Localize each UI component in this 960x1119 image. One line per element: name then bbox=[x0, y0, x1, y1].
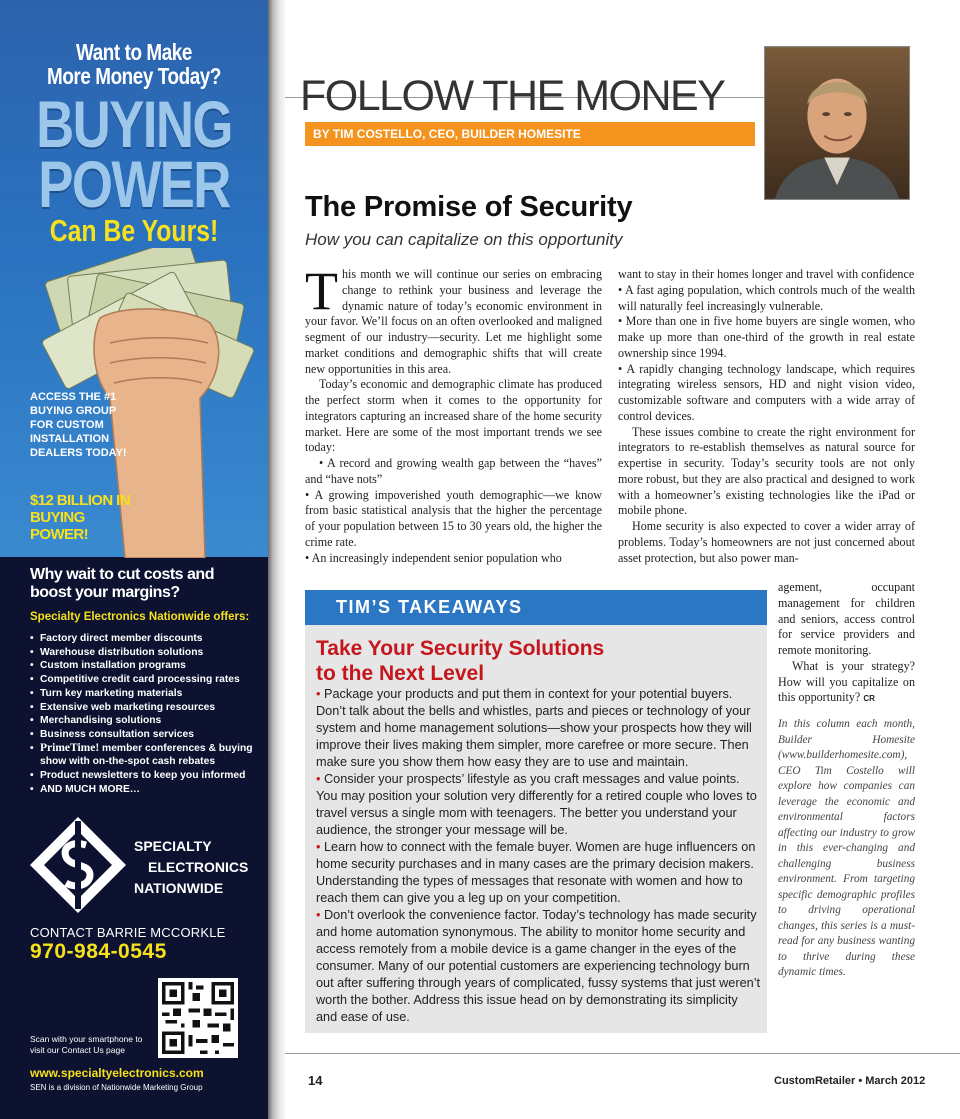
takeaway-text: Learn how to connect with the female buyer. Women are huge influencers on home security purchases and in many cases are the primary decision makers. Understanding the types of messages that resonate with women and how to reach them can give you a leg up on your competition. bbox=[316, 840, 756, 905]
ad-contact-name: CONTACT BARRIE MCCORKLE bbox=[30, 925, 226, 940]
paragraph: want to stay in their homes longer and travel with confidence bbox=[618, 267, 915, 281]
takeaways-title-line-2: to the Next Level bbox=[316, 662, 485, 685]
ad-website-link[interactable]: www.specialtyelectronics.com bbox=[30, 1066, 204, 1080]
bullet-item: • A rapidly changing technology landscape, which requires integrating wireless sensors, HD and night vision video, customizable software and computers with a wide array of control devices. bbox=[618, 361, 915, 423]
list-item bbox=[316, 907, 761, 1026]
end-mark: CR bbox=[863, 694, 875, 704]
article-column-2 bbox=[618, 267, 915, 566]
page-number: 14 bbox=[308, 1073, 323, 1088]
bullet-item: • A growing impoverished youth demographic—we know from basic statistical analysis that the higher the percentage of your population between 15 to 30 years old, the higher the crime rate. bbox=[305, 487, 602, 549]
bullet-item: • A record and growing wealth gap between the “haves” and “have nots” bbox=[305, 456, 602, 486]
takeaway-text: Don’t overlook the convenience factor. Today’s technology has made security and home automation synonymous. The ability to monitor home security and access remotely from a mobile device is a game changer in the eyes of the consumer. Many of our potential customers are experiencing technology burn out after suffering through years of complicated, fussy systems that just weren’t worth the bother. Address this issue head on by demonstrating its simplicity and ease of use. bbox=[316, 908, 761, 1024]
list-item: • Merchandising solutions bbox=[30, 714, 260, 728]
list-item: • Business consultation services bbox=[30, 728, 260, 742]
ad-phone-number: 970-984-0545 bbox=[30, 940, 167, 963]
drop-cap: T bbox=[305, 261, 338, 321]
list-item bbox=[316, 839, 761, 907]
qr-code-icon[interactable] bbox=[158, 978, 238, 1058]
logo-line-3: NATIONWIDE bbox=[134, 880, 224, 896]
ad-want-headline bbox=[24, 40, 244, 88]
takeaways-title bbox=[316, 636, 756, 686]
article-headline: The Promise of Security bbox=[305, 191, 633, 223]
bullet-icon: • bbox=[316, 908, 321, 922]
ad-logo-wordmark bbox=[134, 836, 248, 899]
takeaways-title-line-1: Take Your Security Solutions bbox=[316, 637, 605, 660]
ad-offers-heading: Specialty Electronics Nationwide offers: bbox=[30, 611, 250, 623]
article-column-1 bbox=[305, 261, 602, 566]
paragraph: Home security is also expected to cover a wider array of problems. Today’s homeowners are not just concerned about asset protection, but also power man- bbox=[618, 519, 915, 565]
takeaway-text: Consider your prospects’ lifestyle as you craft messages and value points. You may position your solution very differently for a retired couple who loves to travel versus a single mom with teenagers. The better you understand your audience, the stronger your message will be. bbox=[316, 772, 757, 837]
page-gutter bbox=[268, 0, 285, 1119]
ad-buying-text: BUYING bbox=[36, 87, 232, 161]
list-item: • Product newsletters to keep you informed bbox=[30, 769, 260, 783]
bullet-item: • An increasingly independent senior population who bbox=[305, 550, 562, 565]
ad-offers-list bbox=[30, 632, 260, 796]
ad-want-line-2: More Money Today? bbox=[47, 63, 221, 89]
ad-access-text: ACCESS THE #1 BUYING GROUP FOR CUSTOM INSTALLATION DEALERS TODAY! bbox=[30, 391, 127, 459]
list-item bbox=[316, 686, 761, 771]
byline-bar: BY TIM COSTELLO, CEO, BUILDER HOMESITE bbox=[305, 122, 755, 146]
article-subhead: How you can capitalize on this opportunity bbox=[305, 230, 623, 249]
ad-division-note: SEN is a division of Nationwide Marketing Group bbox=[30, 1083, 203, 1092]
paragraph: his month we will continue our series on embracing change to rethink your business and leverage the dynamic nature of today’s economic environment in your favor. We’ll focus on an often overlooked and maligned segment of our industry—security. Let me highlight some market conditions and demographic shifts that will create new opportunities in this area. bbox=[305, 267, 602, 376]
specialty-electronics-logo-icon bbox=[28, 815, 128, 915]
list-item: • Competitive credit card processing rates bbox=[30, 673, 260, 687]
logo-line-1: SPECIALTY bbox=[134, 838, 212, 854]
primetime-text: member conferences & buying show with on-the-spot cash rebates bbox=[40, 742, 253, 768]
paragraph bbox=[778, 659, 915, 707]
publication-info: CustomRetailer • March 2012 bbox=[774, 1075, 926, 1087]
list-item: • AND MUCH MORE… bbox=[30, 783, 260, 797]
list-item: • Warehouse distribution solutions bbox=[30, 646, 260, 660]
advertisement bbox=[0, 0, 268, 1119]
ad-billion-text: $12 BILLION IN BUYING POWER! bbox=[30, 492, 130, 543]
author-bio: In this column each month, Builder Homesite (www.builderhomesite.com), CEO Tim Costello will explore how companies can leverage the economic and environmental factors affecting our industry to grow in this ever-changing and challenging business environment. From targeting specific demographic profiles to driving operational changes, this series is a must-read for any business wanting to thrive during these dynamic times. bbox=[778, 718, 915, 978]
ad-power-text: POWER bbox=[38, 147, 230, 221]
paragraph: Today’s economic and demographic climate has produced the perfect storm when it comes to the opportunity for integrators capturing an increased share of the home security market. Here are some of the most important trends we see today: bbox=[305, 377, 602, 455]
logo-line-2: ELECTRONICS bbox=[148, 859, 249, 875]
closing-question: What is your strategy? How will you capitalize on this opportunity? bbox=[778, 658, 915, 705]
ad-scan-instructions: Scan with your smartphone to visit our Contact Us page bbox=[30, 1034, 143, 1055]
list-item bbox=[30, 742, 260, 769]
list-item bbox=[316, 771, 761, 839]
footer-rule bbox=[285, 1053, 960, 1054]
ad-why-line-2: boost your margins? bbox=[30, 584, 180, 601]
bullet-item: • A fast aging population, which controls much of the wealth will naturally feel increasingly vulnerable. bbox=[618, 282, 915, 313]
bullet-icon: • bbox=[316, 687, 321, 701]
ad-why-line-1: Why wait to cut costs and bbox=[30, 566, 214, 583]
takeaways-list bbox=[316, 686, 761, 1026]
bullet-icon: • bbox=[316, 840, 321, 854]
column-title: FOLLOW THE MONEY bbox=[300, 72, 725, 120]
primetime-name: PrimeTime! bbox=[40, 741, 100, 754]
takeaways-box bbox=[305, 590, 767, 1033]
ad-want-line-1: Want to Make bbox=[76, 39, 192, 65]
list-item: • Custom installation programs bbox=[30, 659, 260, 673]
takeaways-heading: TIM’S TAKEAWAYS bbox=[305, 590, 767, 625]
paragraph: agement, occupant management for children and seniors, access control for service providers and remote monitoring. bbox=[778, 580, 915, 657]
list-item: • Factory direct member discounts bbox=[30, 632, 260, 646]
ad-why-headline bbox=[30, 566, 250, 602]
bullet-item: • More than one in five home buyers are single women, who make up more than one-third of the growth in real estate ownership since 1994. bbox=[618, 314, 915, 360]
author-portrait bbox=[764, 46, 910, 200]
bullet-icon: • bbox=[316, 772, 321, 786]
list-item: • Extensive web marketing resources bbox=[30, 701, 260, 715]
paragraph: These issues combine to create the right environment for integrators to re-establish themselves as natural source for expertise in security. Today’s security tools are not only more robust, but they are also practical and designed to work with a homeowner’s existing technologies like the iPad or mobile phone. bbox=[618, 424, 915, 518]
article-column-2-continued bbox=[778, 580, 915, 707]
takeaway-text: Package your products and put them in context for your potential buyers. Don’t talk about the bells and whistles, parts and pieces or technology of your system and home management solutions—show your prospects how they will improve their lives making them simpler, more carefree or more secure. Then make sure you show them how easy they are to use and maintain. bbox=[316, 687, 752, 769]
list-item: • Turn key marketing materials bbox=[30, 687, 260, 701]
ad-can-be-yours: Can Be Yours! bbox=[49, 213, 219, 248]
